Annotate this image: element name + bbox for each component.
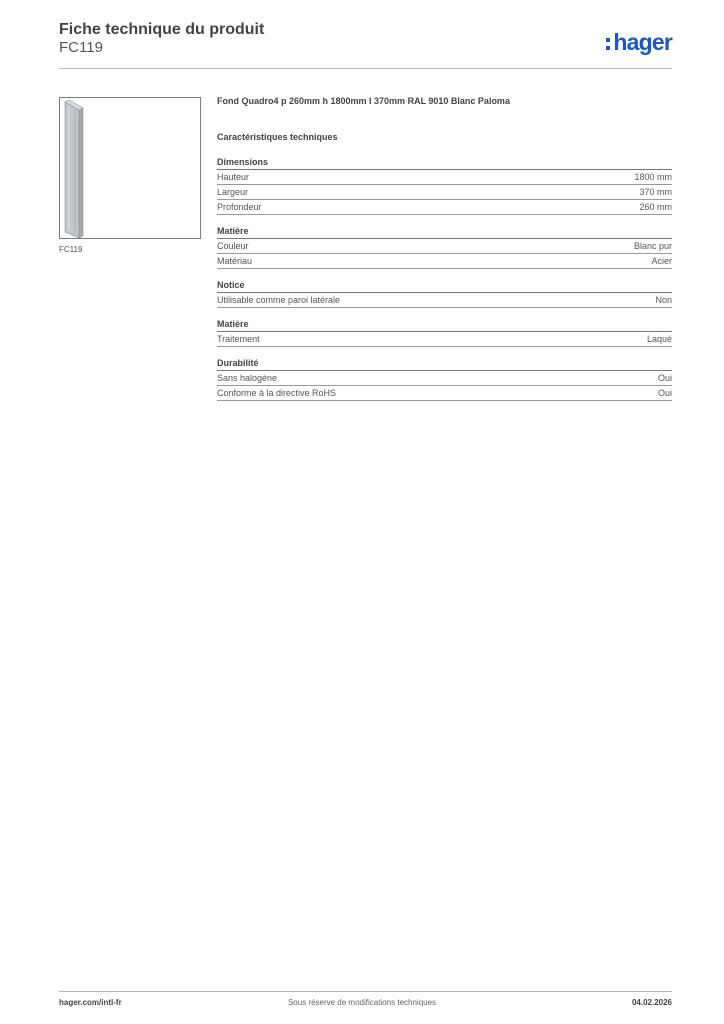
spec-value: Oui [657,388,672,398]
spec-row [217,332,672,347]
footer-website[interactable]: hager.com/intl-fr [59,998,122,1007]
spec-value: Blanc pur [633,241,672,251]
spec-section-material [217,225,672,269]
product-name: Fond Quadro4 p 260mm h 1800mm l 370mm RAL 9010 Blanc Paloma [217,96,510,106]
spec-row [217,254,672,269]
logo-colon-icon [606,35,610,52]
spec-section-durability [217,357,672,401]
spec-label: Profondeur [217,202,262,212]
spec-row [217,293,672,308]
section-heading: Matière [217,318,672,332]
spec-row [217,170,672,185]
footer-date: 04.02.2026 [631,998,672,1007]
footer-notice: Sous réserve de modifications techniques [287,998,437,1007]
spec-row [217,200,672,215]
section-heading: Durabilité [217,357,672,371]
image-caption: FC119 [59,245,83,254]
spec-value: 260 mm [639,202,672,212]
technical-specs [217,131,672,411]
page-title: Fiche technique du produit [59,21,265,38]
spec-value: 370 mm [639,187,672,197]
product-image [59,97,201,239]
spec-label: Conforme à la directive RoHS [217,388,337,398]
spec-section-dimensions [217,156,672,215]
spec-value: Laqué [646,334,672,344]
spec-label: Traitement [217,334,260,344]
section-heading: Dimensions [217,156,672,170]
section-heading: Matière [217,225,672,239]
spec-value: Oui [657,373,672,383]
specs-title: Caractéristiques techniques [217,132,338,142]
spec-label: Matériau [217,256,253,266]
spec-row [217,371,672,386]
spec-section-treatment [217,318,672,347]
footer-divider [59,991,672,992]
spec-label: Largeur [217,187,249,197]
header-divider [59,68,672,69]
panel-illustration-icon [60,98,200,238]
logo-text: hager [613,29,672,55]
spec-row [217,386,672,401]
spec-label: Utilisable comme paroi latérale [217,295,341,305]
spec-row [217,239,672,254]
product-reference: FC119 [59,39,103,56]
spec-label: Couleur [217,241,249,251]
spec-value: 1800 mm [634,172,672,182]
spec-label: Hauteur [217,172,250,182]
hager-logo [606,29,672,55]
spec-label: Sans halogène [217,373,278,383]
spec-row [217,185,672,200]
spec-value: Non [655,295,672,305]
spec-section-notice [217,279,672,308]
spec-value: Acier [651,256,672,266]
section-heading: Notice [217,279,672,293]
